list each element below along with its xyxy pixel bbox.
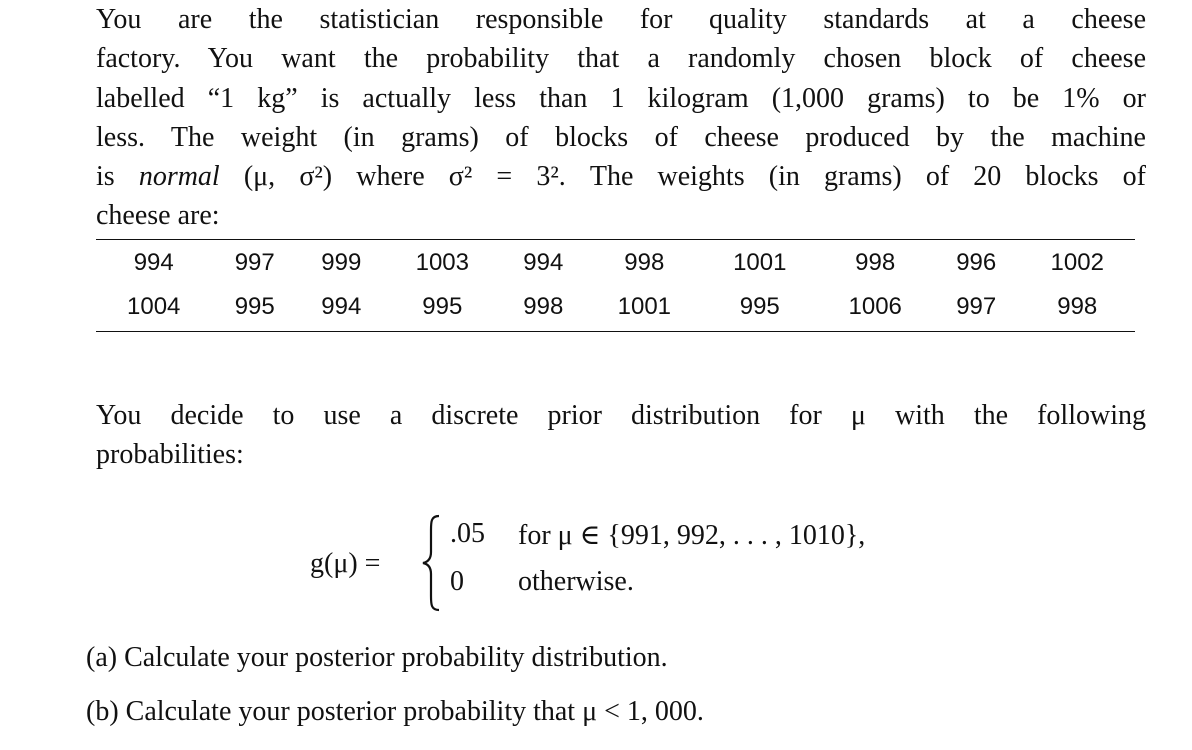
table-row xyxy=(96,241,1135,285)
table-bottom-rule xyxy=(96,331,1135,332)
weight-cell: 998 xyxy=(855,249,896,276)
weight-cell: 997 xyxy=(956,293,997,320)
intro-line-3: labelled “1 kg” is actually less than 1 kilogram (1,000 grams) to be 1% or xyxy=(96,82,1146,114)
prior-paragraph xyxy=(96,396,1146,475)
left-brace-icon xyxy=(420,514,442,612)
case-1-value: .05 xyxy=(450,518,485,549)
weight-cell: 995 xyxy=(739,293,780,320)
intro-line-5-post: (μ, σ²) where σ² = 3². The weights (in grams) of 20 blocks of xyxy=(219,161,1146,193)
formula-lhs: g(μ) = xyxy=(310,548,381,579)
weights-table-body xyxy=(96,241,1135,329)
weights-table xyxy=(96,241,1135,329)
intro-paragraph xyxy=(96,0,1146,236)
weight-cell: 996 xyxy=(956,249,997,276)
table-top-rule xyxy=(96,239,1135,240)
weight-cell: 998 xyxy=(523,293,564,320)
weight-cell: 1002 xyxy=(1050,249,1104,276)
prior-line-2: probabilities: xyxy=(96,439,244,471)
case-1-condition: for μ ∈ {991, 992, . . . , 1010}, xyxy=(518,520,866,551)
weight-cell: 994 xyxy=(523,249,564,276)
weight-cell: 994 xyxy=(133,249,174,276)
weight-cell: 1001 xyxy=(617,293,672,320)
prior-line-1: You decide to use a discrete prior distribution for μ with the following xyxy=(96,400,1146,431)
weight-cell: 999 xyxy=(321,249,362,276)
weight-cell: 998 xyxy=(1057,293,1098,320)
weight-cell: 995 xyxy=(234,293,275,320)
weight-cell: 997 xyxy=(234,249,275,276)
weight-cell: 994 xyxy=(321,293,362,320)
case-2-condition: otherwise. xyxy=(518,566,634,597)
intro-line-1: You are the statistician responsible for quality standards at a cheese xyxy=(96,4,1146,35)
weight-cell: 1006 xyxy=(848,293,902,320)
intro-line-4: less. The weight (in grams) of blocks of cheese produced by the machine xyxy=(96,121,1146,153)
weight-cell: 1003 xyxy=(415,249,469,276)
prior-formula xyxy=(310,508,1010,618)
question-a: (a) Calculate your posterior probability distribution. xyxy=(86,642,668,673)
case-2-value: 0 xyxy=(450,566,464,597)
weight-cell: 1004 xyxy=(127,293,181,320)
table-row xyxy=(96,285,1135,329)
weight-cell: 998 xyxy=(624,249,665,276)
intro-line-6: cheese are: xyxy=(96,200,220,232)
question-b: (b) Calculate your posterior probability that μ < 1, 000. xyxy=(86,696,704,727)
weight-cell: 1001 xyxy=(733,249,787,276)
normal-italic: normal xyxy=(138,161,220,193)
intro-line-5-pre: is xyxy=(96,161,139,193)
intro-line-5 xyxy=(96,157,1146,196)
intro-line-2: factory. You want the probability that a randomly chosen block of cheese xyxy=(96,43,1146,75)
weight-cell: 995 xyxy=(422,293,463,320)
